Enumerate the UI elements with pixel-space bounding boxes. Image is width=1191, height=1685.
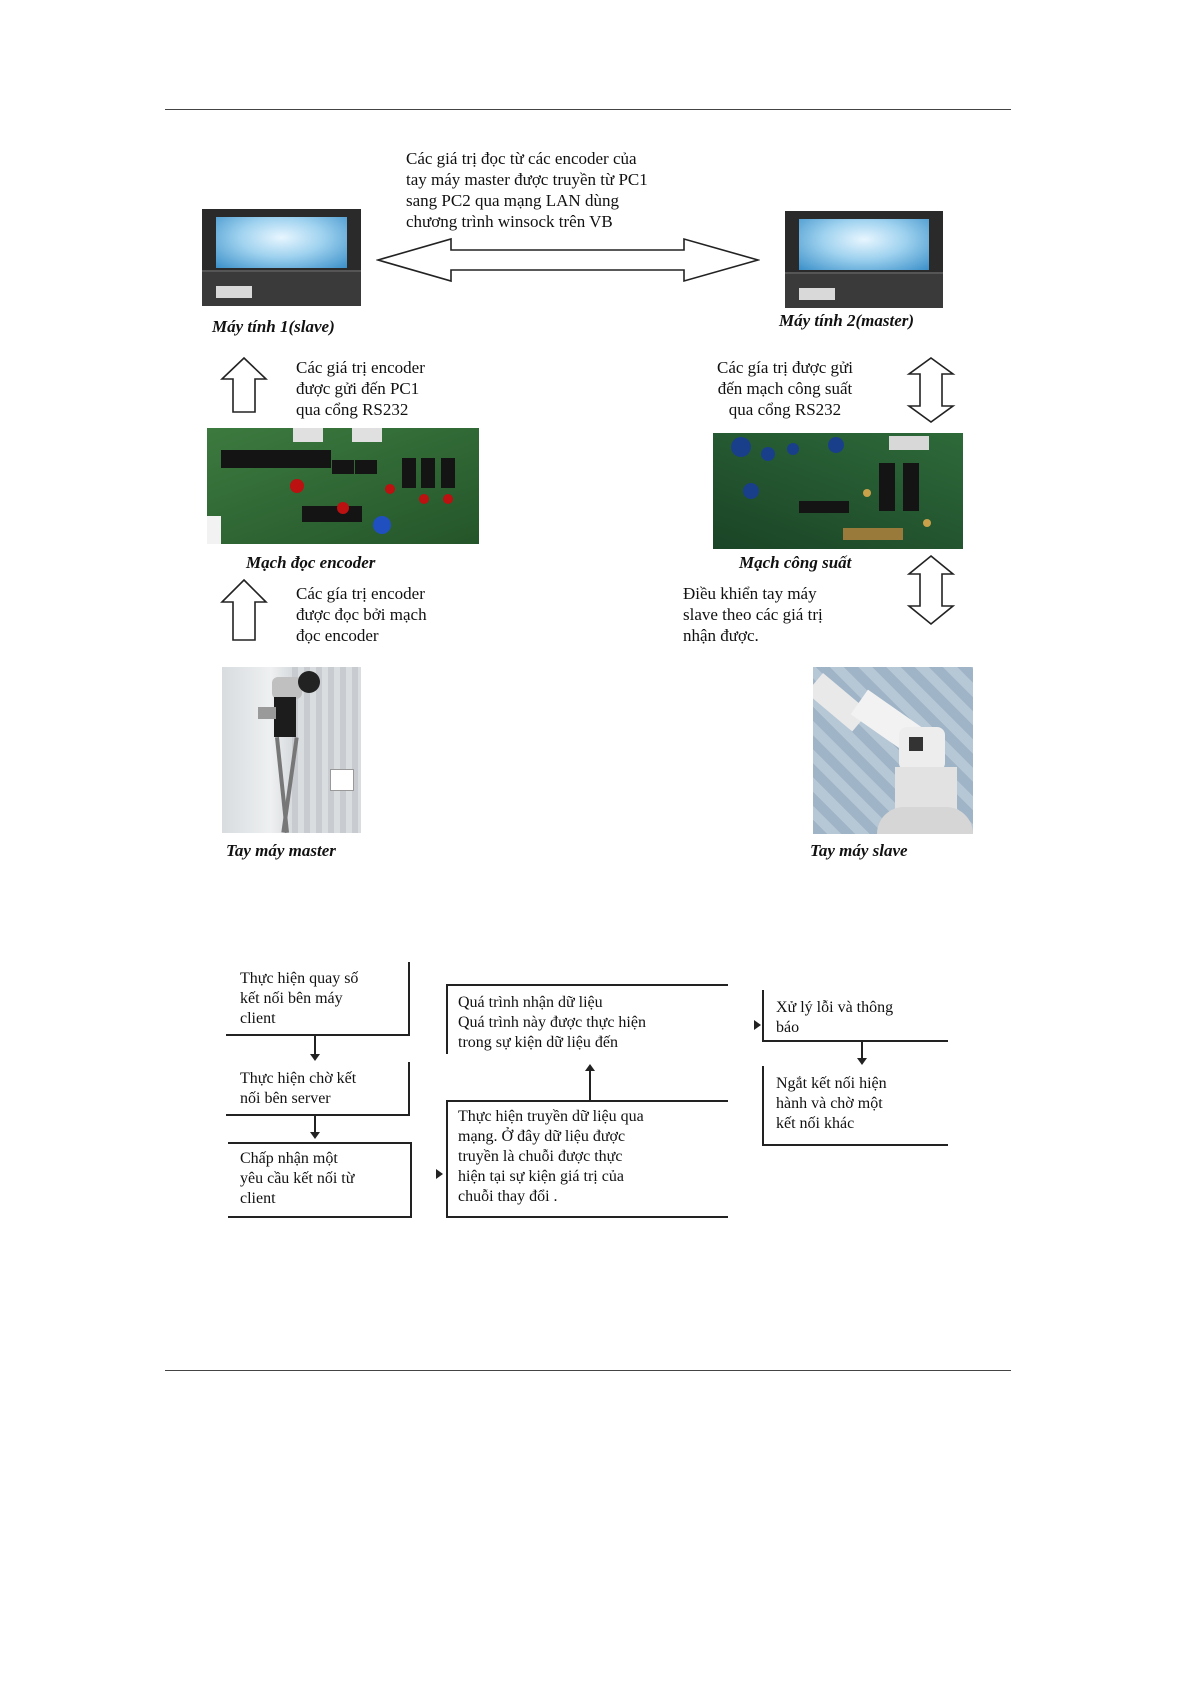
step-transmit-data: Thực hiện truyền dữ liệu qua mạng. Ở đây dữ liệu được truyền là chuỗi được thực hiện tại sự kiện giá trị của chuỗi thay đổi . — [458, 1108, 644, 1205]
lan-double-arrow — [376, 237, 760, 283]
up-arrow-arm-to-encoder — [219, 578, 269, 642]
arrowhead-icon — [310, 1132, 320, 1139]
double-arrow-pc2-power — [906, 356, 956, 424]
power-board-image — [713, 433, 963, 549]
box-border — [226, 1114, 410, 1116]
step-handle-error: Xử lý lỗi và thông báo — [776, 999, 894, 1036]
box-border — [446, 984, 448, 1054]
step-wait-server: Thực hiện chờ kết nối bên server — [240, 1070, 357, 1107]
box-border — [226, 1034, 410, 1036]
box-border — [408, 1062, 410, 1116]
footer-rule — [165, 1370, 1011, 1371]
arrowhead-icon — [857, 1058, 867, 1065]
pc2-caption: Máy tính 2(master) — [779, 311, 915, 330]
box-border — [762, 1066, 764, 1146]
right-upper-note: Các gía trị được gửi đến mạch công suất qua cổng RS232 — [717, 358, 853, 419]
arrowhead-icon — [310, 1054, 320, 1061]
step-close-connection: Ngắt kết nối hiện hành và chờ một kết nối khác — [776, 1075, 887, 1132]
box-border — [408, 962, 410, 1036]
pc1-laptop-image — [202, 209, 361, 306]
slave-arm-caption: Tay máy slave — [810, 841, 908, 860]
master-arm-image — [222, 667, 361, 833]
box-border — [228, 1142, 412, 1144]
box-border — [446, 1100, 448, 1218]
power-board-caption: Mạch công suất — [739, 553, 852, 572]
header-rule — [165, 109, 1011, 110]
pc2-laptop-image — [785, 211, 943, 308]
right-lower-note: Điều khiển tay máy slave theo các giá trị nhận được. — [683, 584, 823, 645]
left-upper-note: Các giá trị encoder được gửi đến PC1 qua cổng RS232 — [296, 358, 425, 419]
double-arrow-power-slave — [906, 554, 956, 626]
lan-note: Các giá trị đọc từ các encoder của tay máy master được truyền từ PC1 sang PC2 qua mạng LAN dùng chương trình winsock trên VB — [406, 149, 648, 231]
step-accept-request: Chấp nhận một yêu cầu kết nối từ client — [240, 1150, 355, 1207]
step-dial-client: Thực hiện quay số kết nối bên máy client — [240, 970, 359, 1027]
box-border — [410, 1142, 412, 1218]
left-lower-note: Các gía trị encoder được đọc bởi mạch đọc encoder — [296, 584, 427, 645]
box-border — [762, 1144, 948, 1146]
step-receive-data: Quá trình nhận dữ liệu Quá trình này được thực hiện trong sự kiện dữ liệu đến — [458, 994, 646, 1051]
arrowhead-icon — [436, 1169, 443, 1179]
box-border — [446, 984, 728, 986]
encoder-board-caption: Mạch đọc encoder — [246, 553, 376, 572]
encoder-board-image — [207, 428, 479, 544]
slave-arm-image — [813, 667, 973, 834]
master-arm-caption: Tay máy master — [226, 841, 336, 860]
connector-line — [314, 1036, 316, 1056]
box-border — [446, 1100, 728, 1102]
box-border — [446, 1216, 728, 1218]
pc1-caption: Máy tính 1(slave) — [212, 317, 335, 336]
box-border — [762, 1040, 948, 1042]
connector-line — [589, 1070, 591, 1100]
box-border — [228, 1216, 412, 1218]
up-arrow-encoder-to-pc1 — [219, 356, 269, 414]
arrowhead-icon — [754, 1020, 761, 1030]
box-border — [762, 990, 764, 1042]
